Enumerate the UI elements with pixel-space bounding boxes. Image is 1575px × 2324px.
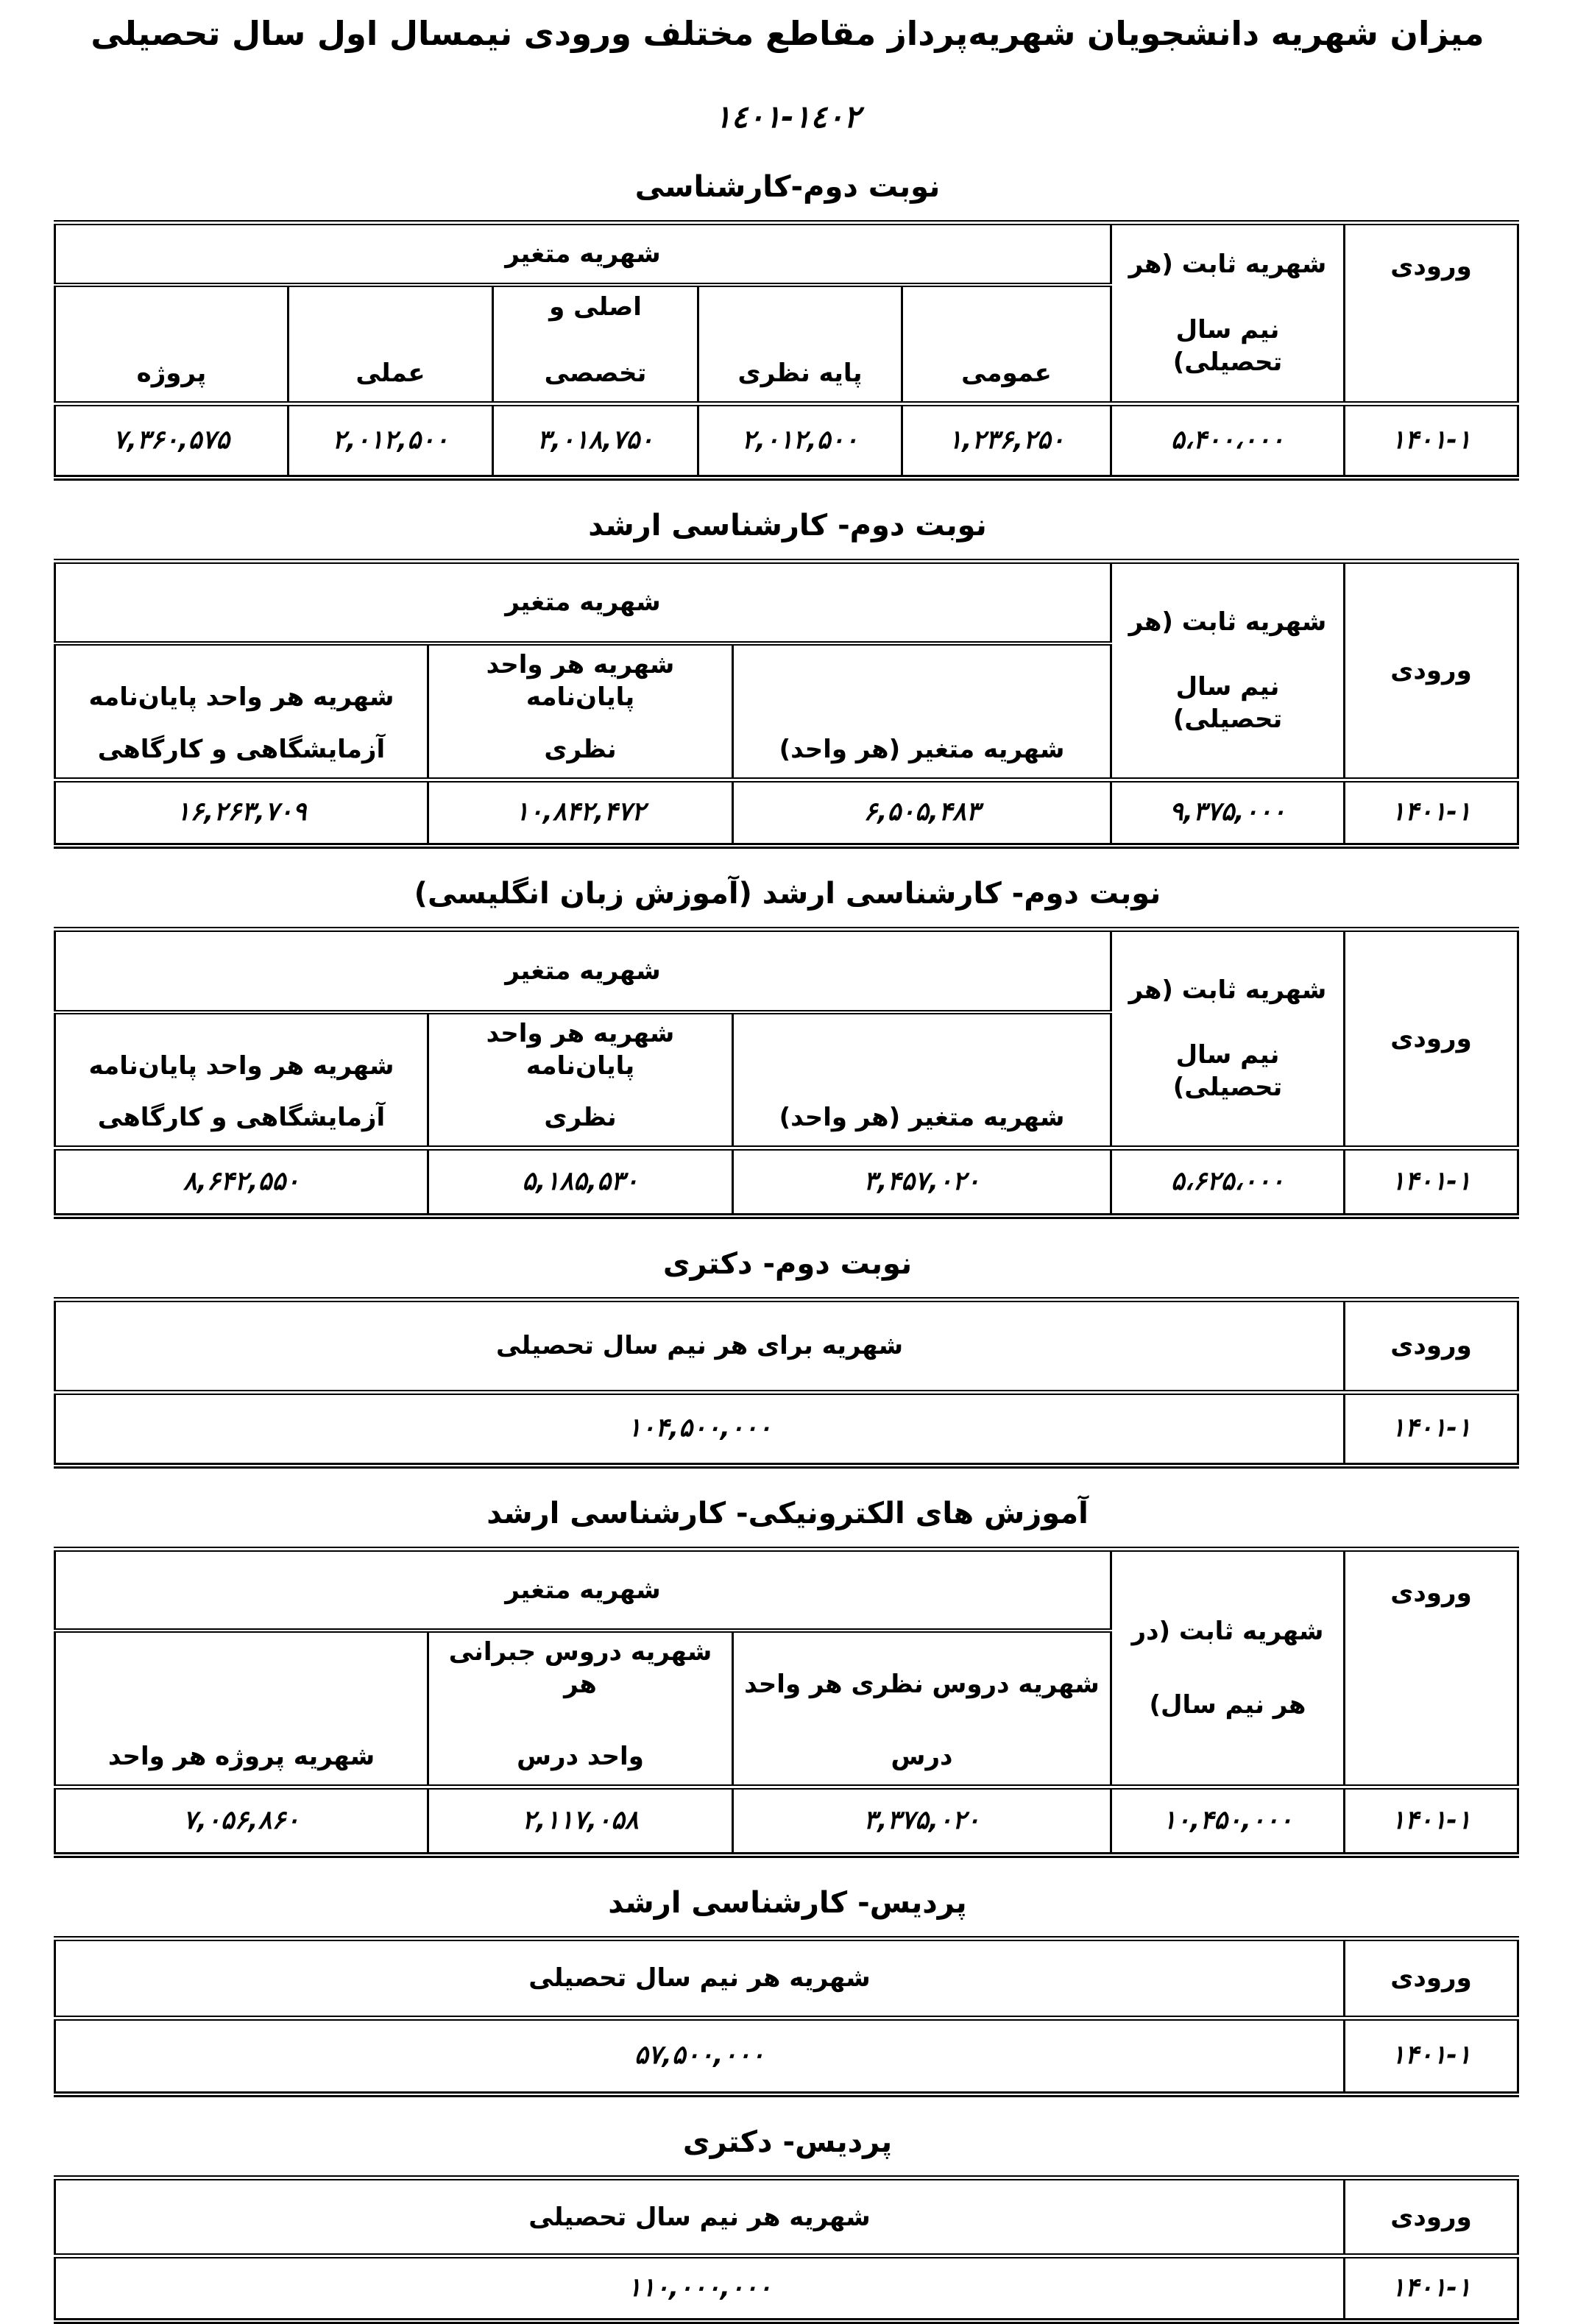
thesis-lab-label-line-1: شهریه هر واحد پایان‌نامه — [88, 1051, 394, 1081]
table-row — [54, 404, 1518, 478]
header-entry: ورودی — [1345, 223, 1518, 404]
core-label-line-2: تخصصی — [544, 359, 647, 389]
header-col-variable-per-unit: شهریه متغیر (هر واحد) — [733, 1012, 1111, 1148]
header-variable-fee: شهریه متغیر — [54, 930, 1111, 1012]
header-col-thesis-lab — [54, 1012, 428, 1148]
value-thesis-lab: ۸,۶۴۲,۵۵۰ — [54, 1148, 428, 1216]
value-entry: ۱۴۰۱-۱ — [1345, 1148, 1518, 1216]
header-fixed-fee — [1111, 561, 1345, 780]
thesis-lab-label-line-2: آزمایشگاهی و کارگاهی — [97, 734, 386, 764]
header-entry: ورودی — [1345, 1550, 1518, 1787]
theory-course-label-line-2: درس — [891, 1742, 953, 1772]
header-fixed-fee — [1111, 223, 1345, 404]
fixed-fee-label-line-2: نیم سال تحصیلی) — [1172, 314, 1283, 377]
header-row-1 — [55, 1299, 1518, 1392]
table-row — [54, 1787, 1518, 1855]
header-variable-fee: شهریه متغیر — [54, 561, 1111, 643]
header-col-thesis-theory — [428, 643, 733, 780]
header-semester-fee: شهریه هر نیم سال تحصیلی — [55, 2178, 1345, 2256]
header-variable-fee: شهریه متغیر — [54, 1550, 1111, 1631]
header-col-project-unit: شهریه پروژه هر واحد — [54, 1631, 428, 1787]
value-practical: ۲,۰۱۲,۵۰۰ — [289, 404, 493, 478]
header-fixed-fee — [1111, 1550, 1345, 1787]
table-evening-phd — [54, 1297, 1519, 1469]
section-title-evening-masters-english: نوبت دوم- کارشناسی ارشد (آموزش زبان انگلیسی) — [414, 877, 1161, 911]
academic-year-value: ١٤٠١-١٤٠٢ — [715, 99, 860, 135]
header-row-1 — [54, 1550, 1518, 1631]
table-row — [54, 780, 1518, 846]
header-row-1 — [55, 2178, 1518, 2256]
value-entry: ۱۴۰۱-۱ — [1345, 1392, 1518, 1466]
remedial-course-label-line-2: واحد درس — [517, 1742, 644, 1772]
section-title-evening-masters: نوبت دوم- کارشناسی ارشد — [588, 508, 987, 543]
fixed-fee-label-line-2: نیم سال تحصیلی) — [1172, 671, 1283, 734]
fixed-fee-label-line-1: شهریه ثابت (هر — [1128, 975, 1327, 1006]
table-row — [55, 2018, 1518, 2094]
table-row — [55, 2256, 1518, 2321]
fixed-fee-label-line-1: شهریه ثابت (هر — [1128, 250, 1327, 280]
value-fixed-fee: ۱۰,۴۵۰,۰۰۰ — [1111, 1787, 1345, 1855]
header-row-1 — [54, 223, 1518, 285]
header-entry: ورودی — [1345, 1938, 1518, 2018]
header-col-basic-theory: پایه نظری — [698, 285, 902, 404]
table-row — [55, 1392, 1518, 1466]
value-project-unit: ۷,۰۵۶,۸۶۰ — [54, 1787, 428, 1855]
section-title-evening-bachelor: نوبت دوم-کارشناسی — [634, 170, 941, 205]
value-project: ۷,۳۶۰,۵۷۵ — [54, 404, 288, 478]
value-core-specialized: ۳,۰۱۸,۷۵۰ — [493, 404, 698, 478]
table-evening-bachelor — [54, 220, 1519, 481]
value-fixed-fee: ۹,۳۷۵,۰۰۰ — [1111, 780, 1345, 846]
value-variable-per-unit: ۶,۵۰۵,۴۸۳ — [733, 780, 1111, 846]
remedial-course-label-line-1: شهریه دروس جبرانی هر — [448, 1636, 712, 1700]
header-col-remedial-course — [428, 1631, 733, 1787]
header-col-project: پروژه — [54, 285, 288, 404]
value-remedial-course: ۲,۱۱۷,۰۵۸ — [428, 1787, 733, 1855]
header-col-thesis-theory — [428, 1012, 733, 1148]
header-entry: ورودی — [1345, 561, 1518, 780]
header-semester-fee: شهریه برای هر نیم سال تحصیلی — [55, 1299, 1345, 1392]
value-entry: ۱۴۰۱-۱ — [1345, 1787, 1518, 1855]
header-entry: ورودی — [1345, 2178, 1518, 2256]
value-thesis-lab: ۱۶,۲۶۳,۷۰۹ — [54, 780, 428, 846]
header-col-core-specialized — [493, 285, 698, 404]
fixed-fee-label-line-2: نیم سال تحصیلی) — [1172, 1040, 1283, 1103]
value-semester-fee: ۱۰۴,۵۰۰,۰۰۰ — [55, 1392, 1345, 1466]
fixed-fee-label-line-2: هر نیم سال) — [1149, 1690, 1306, 1720]
value-thesis-theory: ۱۰,۸۴۲,۴۷۲ — [428, 780, 733, 846]
page-title: میزان شهریه دانشجویان شهریه‌پرداز مقاطع مختلف ورودی نیمسال اول سال تحصیلی — [91, 14, 1484, 53]
theory-course-label-line-1: شهریه دروس نظری هر واحد — [744, 1670, 1100, 1700]
value-theory-course: ۳,۳۷۵,۰۲۰ — [733, 1787, 1111, 1855]
table-evening-masters — [54, 559, 1519, 850]
core-label-line-1: اصلی و — [549, 292, 642, 322]
header-col-variable-per-unit: شهریه متغیر (هر واحد) — [733, 643, 1111, 780]
header-entry: ورودی — [1345, 1299, 1518, 1392]
header-fixed-fee — [1111, 930, 1345, 1148]
table-elearning-masters — [54, 1547, 1519, 1858]
header-variable-fee: شهریه متغیر — [54, 223, 1111, 285]
header-row-1 — [55, 1938, 1518, 2018]
section-title-evening-phd: نوبت دوم- دکتری — [662, 1246, 913, 1281]
value-entry: ۱۴۰۱-۱ — [1345, 404, 1518, 478]
value-entry: ۱۴۰۱-۱ — [1345, 780, 1518, 846]
thesis-theory-label-line-2: نظری — [544, 734, 617, 764]
header-row-1 — [54, 561, 1518, 643]
value-semester-fee: ۵۷,۵۰۰,۰۰۰ — [55, 2018, 1345, 2094]
header-entry: ورودی — [1345, 930, 1518, 1148]
value-entry: ۱۴۰۱-۱ — [1345, 2256, 1518, 2321]
value-thesis-theory: ۵,۱۸۵,۵۳۰ — [428, 1148, 733, 1216]
header-col-practical: عملی — [289, 285, 493, 404]
section-title-campus-phd: پردیس- دکتری — [682, 2125, 893, 2160]
table-evening-masters-english — [54, 927, 1519, 1219]
thesis-lab-label-line-1: شهریه هر واحد پایان‌نامه — [88, 682, 394, 713]
header-semester-fee: شهریه هر نیم سال تحصیلی — [55, 1938, 1345, 2018]
table-campus-masters — [54, 1936, 1519, 2098]
value-basic-theory: ۲,۰۱۲,۵۰۰ — [698, 404, 902, 478]
value-fixed-fee: ۵،۴۰۰،۰۰۰ — [1111, 404, 1345, 478]
value-variable-per-unit: ۳,۴۵۷,۰۲۰ — [733, 1148, 1111, 1216]
header-col-thesis-lab — [54, 643, 428, 780]
value-fixed-fee: ۵،۶۲۵،۰۰۰ — [1111, 1148, 1345, 1216]
thesis-theory-label-line-2: نظری — [544, 1103, 617, 1133]
header-col-general: عمومی — [902, 285, 1111, 404]
table-row — [54, 1148, 1518, 1216]
header-row-1 — [54, 930, 1518, 1012]
section-title-elearning-masters: آموزش های الکترونیکی- کارشناسی ارشد — [486, 1497, 1089, 1531]
fixed-fee-label-line-1: شهریه ثابت (در — [1131, 1617, 1324, 1647]
fixed-fee-label-line-1: شهریه ثابت (هر — [1128, 607, 1327, 637]
thesis-theory-label-line-1: شهریه هر واحد پایان‌نامه — [486, 1018, 675, 1081]
header-col-theory-course — [733, 1631, 1111, 1787]
value-entry: ۱۴۰۱-۱ — [1345, 2018, 1518, 2094]
academic-year — [56, 99, 1519, 135]
thesis-theory-label-line-1: شهریه هر واحد پایان‌نامه — [486, 650, 675, 713]
value-semester-fee: ۱۱۰,۰۰۰,۰۰۰ — [55, 2256, 1345, 2321]
section-title-campus-masters: پردیس- کارشناسی ارشد — [608, 1885, 967, 1920]
value-general: ۱,۲۳۶,۲۵۰ — [902, 404, 1111, 478]
table-campus-phd — [54, 2175, 1519, 2324]
thesis-lab-label-line-2: آزمایشگاهی و کارگاهی — [97, 1103, 386, 1133]
